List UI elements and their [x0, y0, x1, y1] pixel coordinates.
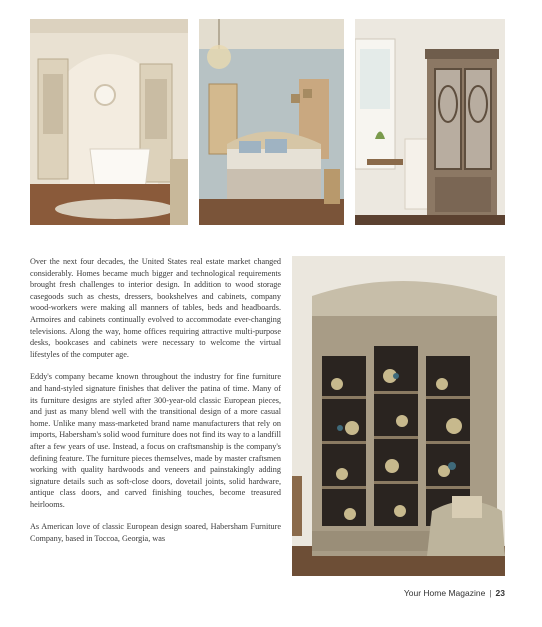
photo-armoire-glass-doors [355, 19, 505, 225]
page-footer [404, 588, 505, 598]
article-paragraph-2: Eddy's company became known throughout the industry for fine furniture and hand-styled signature finishes that deliver the patina of time. Many of its furniture designs are styled after 300-year-old classic European pieces, and just as many blend well with the transitional design of a more casual home. Unlike many mass-marketed brand name manufacturers that rely on imports, Habersham's solid wood furniture does not find its way to a landfill after a few years of use. Instead, a focus on craftsmanship is the company's defining feature. The furniture pieces themselves, made by master craftsmen working with quality hardwoods and veneers and painstakingly adding signature details such as soft-close doors, dovetail joints, solid hardware, antique class doors, and carved finishing touches, become treasured heirlooms. [30, 372, 281, 509]
magazine-name: Your Home Magazine [403, 588, 486, 598]
page-number: 23 [495, 588, 505, 598]
photo-bedroom-chandelier [199, 19, 344, 225]
article-body [30, 256, 281, 556]
footer-separator: | [489, 588, 492, 598]
article-paragraph-1: Over the next four decades, the United States real estate market changed considerably. Homes became much bigger and technological requirements brought fresh challenges to interior design. In addition to wood storage casegoods such as chests, dressers, bookshelves and cabinets, company wood-workers were making all manners of tables, beds and headboards. Armoires and cabinets continually evolved to accommodate ever-changing televisions. Along the way, home offices requiring attractive multi-purpose desks, bookcases and cabinets were necessary to welcome the virtual lifestyles of the computer age. [30, 257, 281, 359]
photo-bathroom-vanity [30, 19, 188, 225]
photo-display-cabinet [292, 256, 505, 576]
article-paragraph-3: As American love of classic European design soared, Habersham Furniture Company, based in Toccoa, Georgia, was [30, 522, 281, 544]
